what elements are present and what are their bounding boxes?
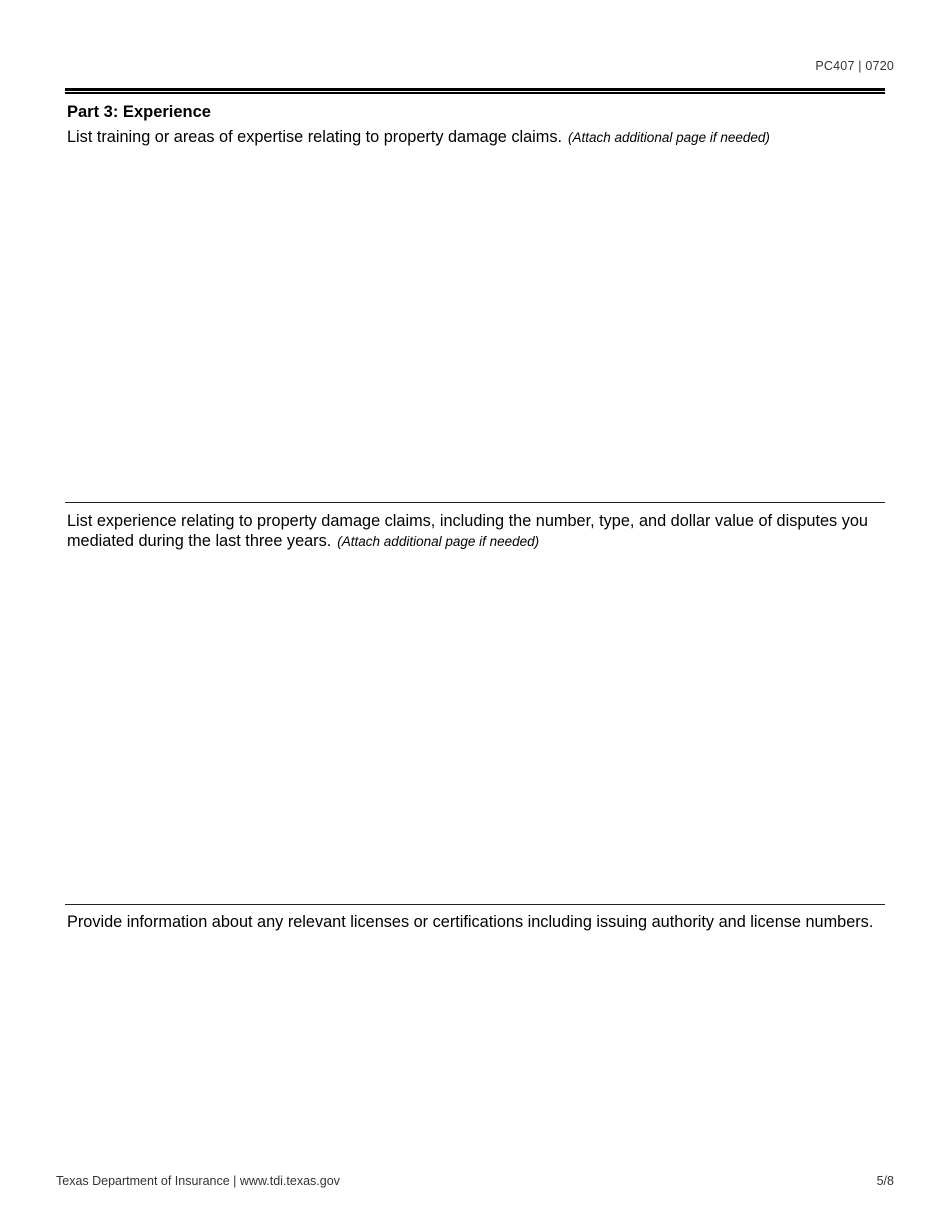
experience-prompt-note: (Attach additional page if needed) bbox=[337, 534, 540, 549]
licenses-prompt bbox=[67, 912, 885, 932]
experience-answer-field[interactable] bbox=[65, 556, 885, 905]
experience-prompt-text: List experience relating to property damage claims, including the number, type, and dollar value of disputes you mediated during the last three years. bbox=[67, 512, 868, 550]
training-answer-field[interactable] bbox=[65, 152, 885, 503]
training-prompt bbox=[67, 127, 885, 148]
header-divider-secondary bbox=[65, 92, 885, 94]
header-divider bbox=[65, 88, 885, 91]
licenses-prompt-text: Provide information about any relevant licenses or certifications including issuing authority and license numbers. bbox=[67, 913, 874, 931]
form-code: PC407 | 0720 bbox=[815, 59, 894, 73]
experience-prompt bbox=[67, 511, 885, 552]
licenses-answer-field[interactable] bbox=[65, 955, 885, 1155]
footer-agency: Texas Department of Insurance | www.tdi.texas.gov bbox=[56, 1174, 340, 1188]
training-prompt-text: List training or areas of expertise relating to property damage claims. bbox=[67, 128, 563, 146]
section-title: Part 3: Experience bbox=[67, 103, 211, 121]
training-prompt-note: (Attach additional page if needed) bbox=[568, 130, 770, 145]
page-number: 5/8 bbox=[876, 1174, 894, 1188]
